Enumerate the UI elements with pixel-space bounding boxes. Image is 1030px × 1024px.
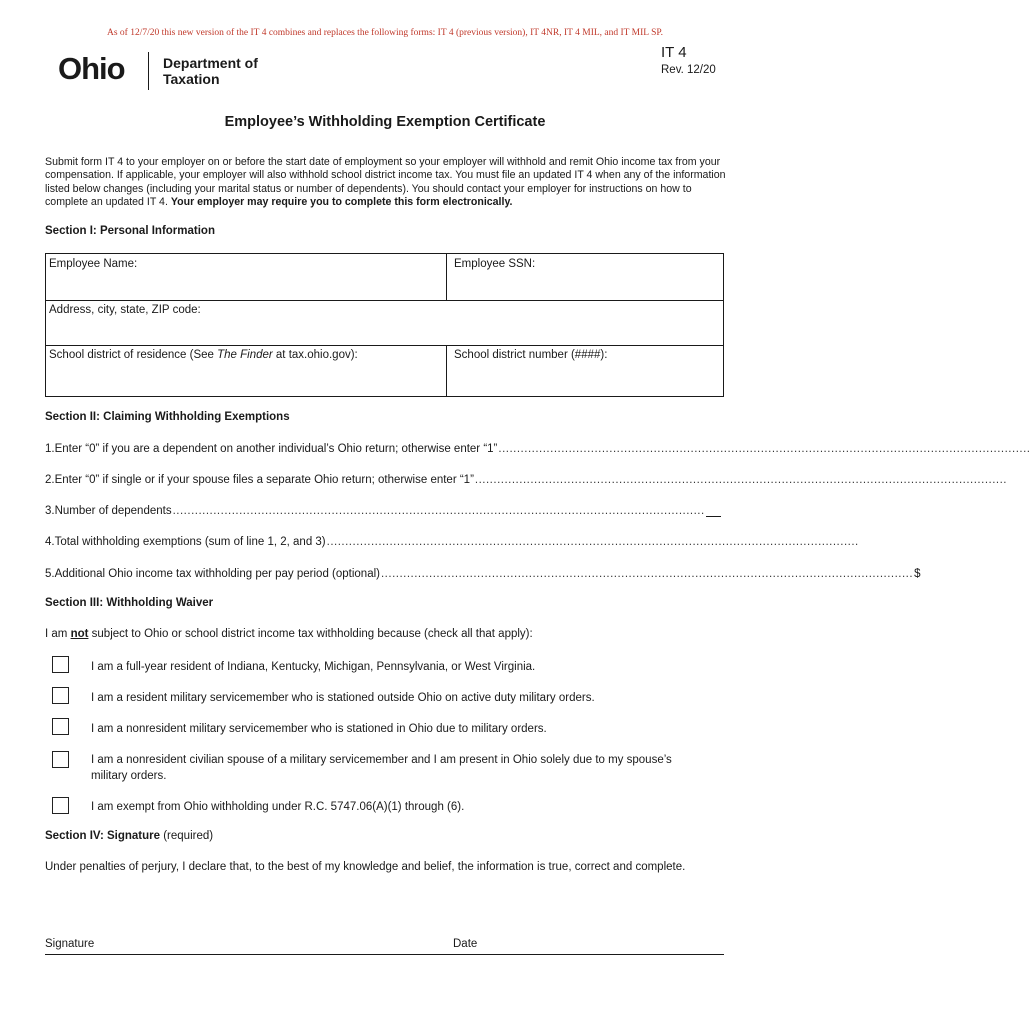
- dot-leader: ................................................................................................................................................: [326, 536, 859, 548]
- waiver-checkbox-1[interactable]: [52, 656, 69, 673]
- intro-paragraph: Submit form IT 4 to your employer on or before the start date of employment so your employer will withhold and remit Ohio income tax from your compensation. If applicable, your employer will also withhold school district income tax. You must file an updated IT 4 when any of the information listed below changes (including your marital status or number of dependents). You should contact your employer for instructions on how to complete an updated IT 4. Your employer may require you to complete this form electronically.: [45, 156, 726, 209]
- section-2-heading: Section II: Claiming Withholding Exemptions: [45, 411, 290, 423]
- logo-divider: [148, 52, 149, 90]
- department-name: Department of Taxation: [163, 55, 258, 87]
- waiver-option-1: I am a full-year resident of Indiana, Kentucky, Michigan, Pennsylvania, or West Virginia.: [91, 661, 536, 673]
- dot-leader: ................................................................................................................................................: [380, 568, 914, 580]
- waiver-checkbox-2[interactable]: [52, 687, 69, 704]
- form-id: IT 4: [661, 44, 687, 61]
- form-revision: Rev. 12/20: [661, 64, 716, 76]
- dot-leader: ................................................................................................................................................: [172, 505, 705, 517]
- exemption-line-3: 3. Number of dependents ................................................................................................................................................: [45, 503, 721, 517]
- exemption-line-4: 4. Total withholding exemptions (sum of line 1, 2, and 3) ................................................................................................................................................: [45, 536, 859, 548]
- exemption-line-5: 5. Additional Ohio income tax withholding per pay period (optional) ................................................................................................................................................ $: [45, 568, 921, 580]
- signature-line[interactable]: [45, 954, 724, 955]
- waiver-checkbox-3[interactable]: [52, 718, 69, 735]
- revision-notice: As of 12/7/20 this new version of the IT 4 combines and replaces the following forms: IT 4 (previous version), IT 4NR, IT 4 MIL, and IT MIL SP.: [106, 28, 664, 38]
- personal-info-table: [45, 253, 724, 397]
- waiver-checkbox-5[interactable]: [52, 797, 69, 814]
- section-1-heading: Section I: Personal Information: [45, 225, 215, 237]
- waiver-option-5: I am exempt from Ohio withholding under R.C. 5747.06(A)(1) through (6).: [91, 801, 465, 813]
- waiver-option-3: I am a nonresident military servicemember who is stationed in Ohio due to military orders.: [91, 723, 547, 735]
- form-title: Employee’s Withholding Exemption Certificate: [224, 114, 546, 130]
- section-3-heading: Section III: Withholding Waiver: [45, 597, 214, 609]
- exemption-line-1: 1. Enter “0” if you are a dependent on another individual’s Ohio return; otherwise enter “1” ................................................................................................................................................: [45, 443, 1030, 455]
- waiver-checkbox-4[interactable]: [52, 751, 69, 768]
- section-4-heading: Section IV: Signature (required): [45, 830, 214, 842]
- perjury-statement: Under penalties of perjury, I declare that, to the best of my knowledge and belief, the information is true, correct and complete.: [45, 861, 686, 873]
- date-label: Date: [453, 938, 478, 950]
- exemption-line-2: 2. Enter “0” if single or if your spouse files a separate Ohio return; otherwise enter “1” ................................................................................................................................................: [45, 474, 1007, 486]
- employee-ssn-field[interactable]: Employee SSN:: [454, 258, 536, 270]
- employee-name-field[interactable]: Employee Name:: [49, 258, 138, 270]
- address-field[interactable]: Address, city, state, ZIP code:: [49, 304, 201, 316]
- waiver-question: I am not subject to Ohio or school district income tax withholding because (check all that apply):: [45, 628, 533, 640]
- waiver-option-2: I am a resident military servicemember who is stationed outside Ohio on active duty military orders.: [91, 692, 595, 704]
- ohio-logo: Ohio: [58, 51, 125, 86]
- signature-label: Signature: [45, 938, 95, 950]
- waiver-option-4: I am a nonresident civilian spouse of a military servicemember and I am present in Ohio solely due to my spouse’s military orders.: [91, 754, 672, 782]
- school-district-field[interactable]: School district of residence (See The Finder at tax.ohio.gov):: [49, 349, 358, 361]
- school-district-number-field[interactable]: School district number (####):: [454, 349, 608, 361]
- dot-leader: ................................................................................................................................................: [498, 443, 1030, 455]
- dot-leader: ................................................................................................................................................: [474, 474, 1007, 486]
- line-3-input[interactable]: [706, 503, 721, 517]
